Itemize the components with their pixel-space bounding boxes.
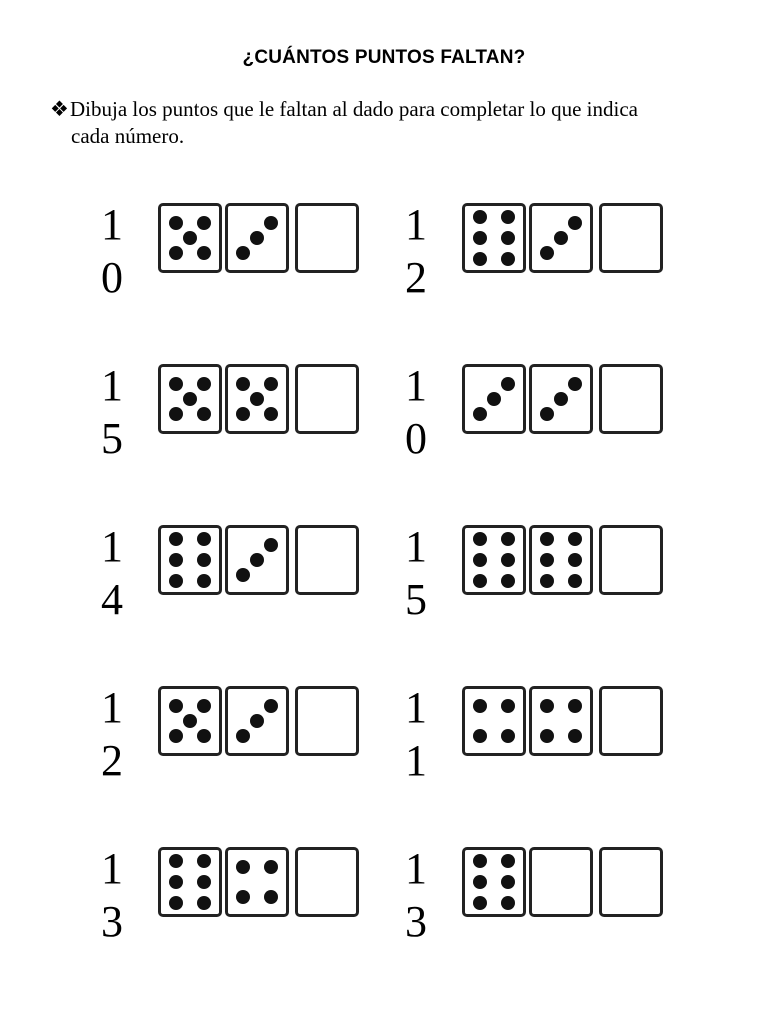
die-pip — [554, 392, 568, 406]
number-top-digit: 1 — [101, 683, 123, 732]
die-pip — [250, 231, 264, 245]
die-face-3 — [225, 525, 289, 595]
die-pip — [264, 216, 278, 230]
die-pip — [183, 392, 197, 406]
die-pip — [183, 714, 197, 728]
die-pip — [568, 553, 582, 567]
problem-2 — [401, 200, 701, 303]
die-pip — [197, 699, 211, 713]
die-pip — [568, 699, 582, 713]
die-pip — [250, 714, 264, 728]
empty-die-answer-box[interactable] — [295, 364, 359, 434]
die-face-3 — [225, 686, 289, 756]
empty-die-answer-box[interactable] — [599, 847, 663, 917]
instruction-line-2: cada número. — [71, 124, 185, 148]
die-pip — [473, 699, 487, 713]
die-pip — [197, 896, 211, 910]
number-top-digit: 1 — [405, 844, 427, 893]
number-bottom-digit: 2 — [405, 253, 427, 302]
number-bottom-digit: 5 — [405, 575, 427, 624]
die-pip — [169, 699, 183, 713]
empty-die-answer-box[interactable] — [599, 686, 663, 756]
die-pip — [169, 854, 183, 868]
number-top-digit: 1 — [101, 522, 123, 571]
empty-die-answer-box[interactable] — [599, 203, 663, 273]
die-pip — [197, 216, 211, 230]
number-bottom-digit: 0 — [101, 253, 123, 302]
die-pip — [540, 729, 554, 743]
die-face-6 — [462, 847, 526, 917]
die-pip — [568, 574, 582, 588]
empty-die-answer-box[interactable] — [599, 364, 663, 434]
die-face-6 — [158, 847, 222, 917]
die-pip — [473, 532, 487, 546]
die-pip — [236, 568, 250, 582]
number-top-digit: 1 — [405, 683, 427, 732]
die-pip — [197, 854, 211, 868]
die-pip — [197, 574, 211, 588]
die-pip — [568, 216, 582, 230]
die-pip — [473, 407, 487, 421]
diamond-bullet-icon: ❖ — [50, 97, 69, 121]
die-pip — [487, 392, 501, 406]
die-pip — [236, 407, 250, 421]
die-pip — [501, 574, 515, 588]
die-pip — [169, 407, 183, 421]
die-pip — [236, 377, 250, 391]
die-face-6 — [529, 525, 593, 595]
number-bottom-digit: 1 — [405, 736, 427, 785]
problem-7 — [97, 683, 397, 786]
die-pip — [501, 252, 515, 266]
die-pip — [169, 246, 183, 260]
die-pip — [501, 699, 515, 713]
problem-5 — [97, 522, 397, 625]
die-pip — [236, 246, 250, 260]
die-pip — [236, 729, 250, 743]
number-top-digit: 1 — [101, 361, 123, 410]
die-face-3 — [225, 203, 289, 273]
die-face-5 — [158, 686, 222, 756]
die-pip — [264, 699, 278, 713]
empty-die-answer-box[interactable] — [529, 847, 593, 917]
die-pip — [473, 252, 487, 266]
number-bottom-digit: 3 — [405, 897, 427, 946]
number-bottom-digit: 4 — [101, 575, 123, 624]
die-pip — [473, 854, 487, 868]
number-bottom-digit: 0 — [405, 414, 427, 463]
die-pip — [540, 699, 554, 713]
die-pip — [169, 729, 183, 743]
die-pip — [236, 890, 250, 904]
die-pip — [473, 210, 487, 224]
die-pip — [169, 553, 183, 567]
die-face-6 — [462, 203, 526, 273]
empty-die-answer-box[interactable] — [295, 525, 359, 595]
die-pip — [197, 729, 211, 743]
die-pip — [501, 553, 515, 567]
die-pip — [501, 854, 515, 868]
die-pip — [250, 392, 264, 406]
die-pip — [169, 532, 183, 546]
die-pip — [169, 896, 183, 910]
die-pip — [183, 231, 197, 245]
die-face-6 — [462, 525, 526, 595]
die-pip — [501, 875, 515, 889]
die-face-5 — [158, 203, 222, 273]
die-pip — [473, 896, 487, 910]
die-pip — [540, 407, 554, 421]
problem-4 — [401, 361, 701, 464]
number-top-digit: 1 — [101, 844, 123, 893]
die-pip — [554, 231, 568, 245]
die-pip — [473, 553, 487, 567]
worksheet-title: ¿CUÁNTOS PUNTOS FALTAN? — [242, 47, 526, 68]
number-top-digit: 1 — [405, 361, 427, 410]
instruction-line-1: Dibuja los puntos que le faltan al dado para completar lo que indica — [70, 97, 638, 121]
die-face-4 — [462, 686, 526, 756]
die-face-5 — [225, 364, 289, 434]
problem-1 — [97, 200, 397, 303]
die-face-5 — [158, 364, 222, 434]
die-pip — [501, 896, 515, 910]
die-pip — [501, 210, 515, 224]
die-pip — [197, 875, 211, 889]
die-pip — [501, 231, 515, 245]
die-pip — [169, 216, 183, 230]
die-pip — [264, 860, 278, 874]
problem-10 — [401, 844, 701, 947]
number-bottom-digit: 5 — [101, 414, 123, 463]
number-top-digit: 1 — [405, 522, 427, 571]
die-face-3 — [529, 203, 593, 273]
number-top-digit: 1 — [101, 200, 123, 249]
problem-9 — [97, 844, 397, 947]
die-pip — [169, 377, 183, 391]
die-face-4 — [225, 847, 289, 917]
die-pip — [540, 574, 554, 588]
number-bottom-digit: 3 — [101, 897, 123, 946]
die-pip — [540, 532, 554, 546]
die-pip — [169, 875, 183, 889]
die-pip — [236, 860, 250, 874]
die-pip — [473, 574, 487, 588]
die-face-3 — [529, 364, 593, 434]
die-pip — [264, 377, 278, 391]
die-pip — [568, 532, 582, 546]
die-pip — [264, 538, 278, 552]
die-pip — [473, 729, 487, 743]
empty-die-answer-box[interactable] — [295, 203, 359, 273]
number-bottom-digit: 2 — [101, 736, 123, 785]
die-pip — [264, 407, 278, 421]
die-pip — [197, 246, 211, 260]
die-pip — [264, 890, 278, 904]
die-pip — [568, 377, 582, 391]
instruction — [50, 96, 730, 150]
die-face-4 — [529, 686, 593, 756]
die-pip — [250, 553, 264, 567]
problem-6 — [401, 522, 701, 625]
die-face-3 — [462, 364, 526, 434]
die-pip — [169, 574, 183, 588]
problem-3 — [97, 361, 397, 464]
empty-die-answer-box[interactable] — [295, 847, 359, 917]
die-pip — [568, 729, 582, 743]
die-pip — [473, 231, 487, 245]
die-pip — [540, 553, 554, 567]
die-face-6 — [158, 525, 222, 595]
die-pip — [197, 553, 211, 567]
die-pip — [197, 532, 211, 546]
die-pip — [501, 377, 515, 391]
empty-die-answer-box[interactable] — [295, 686, 359, 756]
empty-die-answer-box[interactable] — [599, 525, 663, 595]
die-pip — [473, 875, 487, 889]
die-pip — [501, 729, 515, 743]
die-pip — [540, 246, 554, 260]
problem-8 — [401, 683, 701, 786]
die-pip — [501, 532, 515, 546]
die-pip — [197, 377, 211, 391]
die-pip — [197, 407, 211, 421]
number-top-digit: 1 — [405, 200, 427, 249]
